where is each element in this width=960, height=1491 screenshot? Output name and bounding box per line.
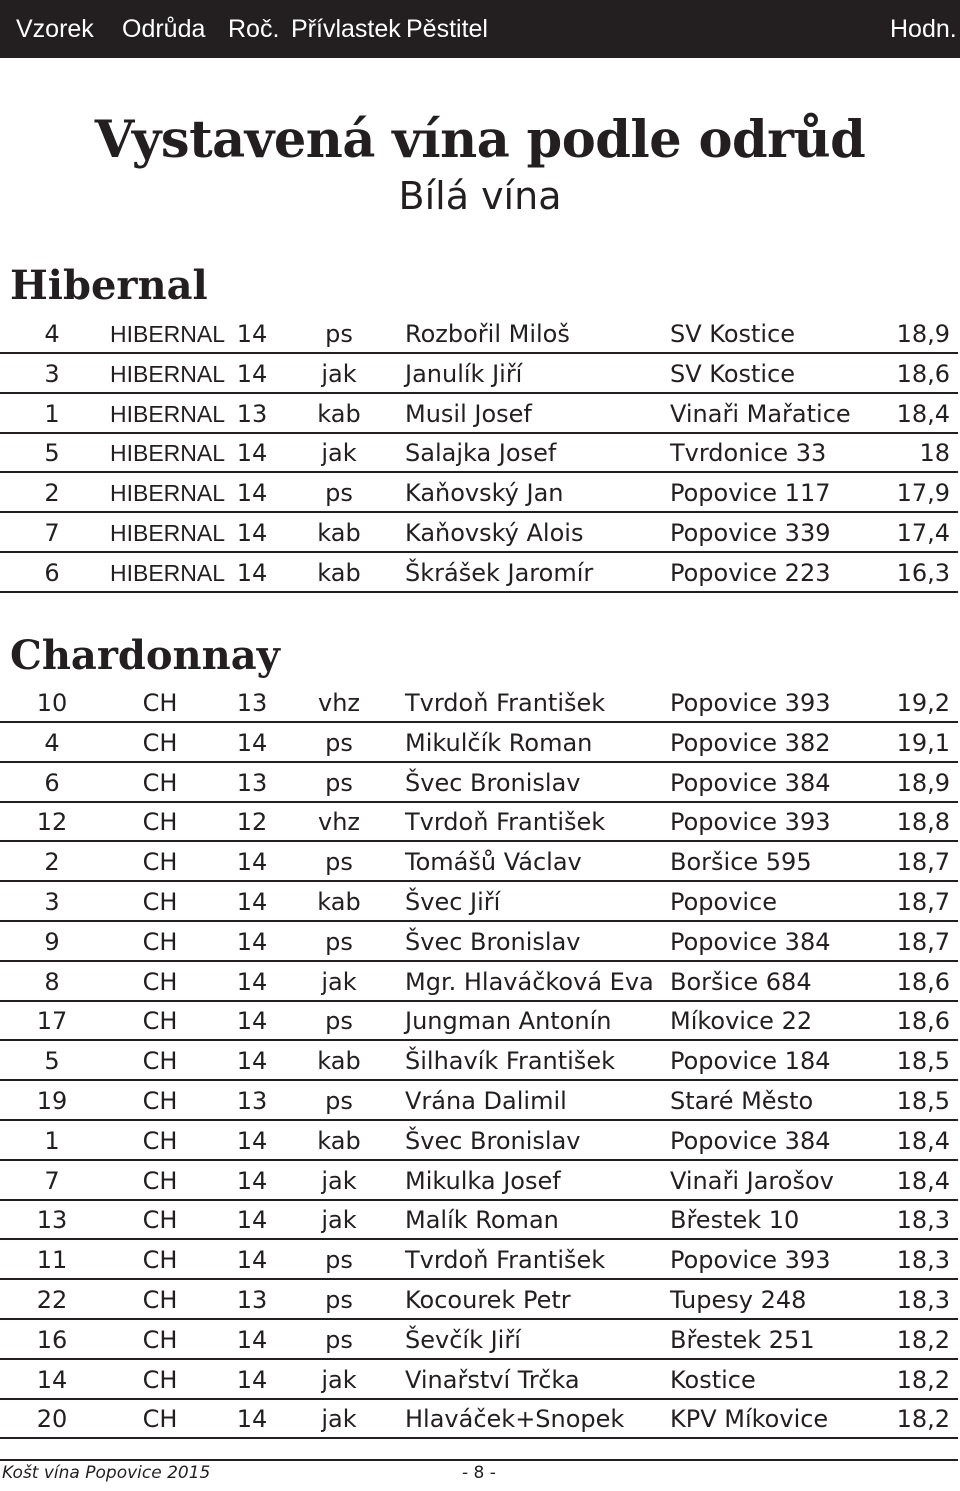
sample-number-cell: 2 <box>44 479 60 507</box>
grower-name-cell: Vinařství Trčka <box>405 1366 580 1394</box>
sample-number-cell: 5 <box>44 439 60 467</box>
grower-place-cell: Popovice 393 <box>670 808 831 836</box>
attribute-cell: ps <box>325 848 353 876</box>
score-cell: 16,3 <box>896 559 950 587</box>
sample-number-cell: 20 <box>36 1405 68 1433</box>
sample-number-cell: 13 <box>36 1206 68 1234</box>
sample-number-cell: 8 <box>44 968 60 996</box>
grower-place-cell: Popovice 223 <box>670 559 831 587</box>
table-row <box>0 473 958 513</box>
score-cell: 18,5 <box>896 1087 950 1115</box>
sample-number-cell: 1 <box>44 1127 60 1155</box>
sample-number-cell: 7 <box>44 519 60 547</box>
vintage-year-cell: 14 <box>236 928 268 956</box>
vintage-year-cell: 14 <box>236 1366 268 1394</box>
grower-name-cell: Mikulčík Roman <box>405 729 593 757</box>
variety-cell: CH <box>142 1127 178 1155</box>
score-cell: 18,3 <box>896 1206 950 1234</box>
grower-place-cell: Tvrdonice 33 <box>670 439 827 467</box>
grower-name-cell: Hlaváček+Snopek <box>405 1405 625 1433</box>
footer-divider <box>0 1459 958 1461</box>
section-title-hibernal: Hibernal <box>10 262 208 309</box>
table-row <box>0 1161 958 1201</box>
grower-place-cell: Popovice 384 <box>670 769 831 797</box>
grower-name-cell: Musil Josef <box>405 400 532 428</box>
vintage-year-cell: 14 <box>236 1047 268 1075</box>
sample-number-cell: 12 <box>36 808 68 836</box>
grower-name-cell: Tvrdoň František <box>405 808 606 836</box>
table-row <box>0 314 958 354</box>
sample-number-cell: 3 <box>44 888 60 916</box>
score-cell: 18,2 <box>896 1326 950 1354</box>
grower-place-cell: Popovice 184 <box>670 1047 831 1075</box>
grower-place-cell: Břestek 10 <box>670 1206 800 1234</box>
variety-cell: HIBERNAL <box>110 480 226 506</box>
score-cell: 18,4 <box>896 1167 950 1195</box>
grower-place-cell: Staré Město <box>670 1087 814 1115</box>
sample-number-cell: 5 <box>44 1047 60 1075</box>
attribute-cell: jak <box>321 360 357 388</box>
grower-place-cell: Boršice 684 <box>670 968 812 996</box>
sample-number-cell: 6 <box>44 769 60 797</box>
grower-name-cell: Švec Jiří <box>405 888 501 916</box>
footer-event: Košt vína Popovice 2015 <box>2 1463 211 1483</box>
variety-cell: CH <box>142 928 178 956</box>
score-cell: 18,7 <box>896 928 950 956</box>
score-cell: 18,6 <box>896 360 950 388</box>
vintage-year-cell: 14 <box>236 1206 268 1234</box>
vintage-year-cell: 14 <box>236 559 268 587</box>
score-cell: 18,5 <box>896 1047 950 1075</box>
grower-place-cell: Kostice <box>670 1366 756 1394</box>
table-row <box>0 1320 958 1360</box>
grower-name-cell: Tvrdoň František <box>405 1246 606 1274</box>
variety-cell: CH <box>142 689 178 717</box>
sample-number-cell: 2 <box>44 848 60 876</box>
vintage-year-cell: 13 <box>236 1087 268 1115</box>
attribute-cell: ps <box>325 1326 353 1354</box>
variety-cell: CH <box>142 888 178 916</box>
variety-cell: CH <box>142 1047 178 1075</box>
grower-place-cell: KPV Míkovice <box>670 1405 829 1433</box>
grower-name-cell: Šilhavík František <box>405 1047 615 1075</box>
vintage-year-cell: 14 <box>236 1007 268 1035</box>
sample-number-cell: 22 <box>36 1286 68 1314</box>
score-cell: 17,9 <box>896 479 950 507</box>
variety-cell: CH <box>142 1405 178 1433</box>
table-row <box>0 723 958 763</box>
sample-number-cell: 1 <box>44 400 60 428</box>
grower-name-cell: Ševčík Jiří <box>405 1326 521 1354</box>
attribute-cell: ps <box>325 769 353 797</box>
table-row <box>0 1001 958 1041</box>
table-row <box>0 1280 958 1320</box>
header-sample: Vzorek <box>16 15 94 43</box>
variety-cell: CH <box>142 968 178 996</box>
grower-place-cell: Popovice 339 <box>670 519 831 547</box>
attribute-cell: jak <box>321 1405 357 1433</box>
table-row <box>0 683 958 723</box>
vintage-year-cell: 14 <box>236 1405 268 1433</box>
score-cell: 19,1 <box>896 729 950 757</box>
attribute-cell: ps <box>325 1286 353 1314</box>
table-row <box>0 1081 958 1121</box>
sample-number-cell: 11 <box>36 1246 68 1274</box>
attribute-cell: kab <box>317 1047 361 1075</box>
score-cell: 18,4 <box>896 400 950 428</box>
grower-place-cell: Vinaři Jarošov <box>670 1167 834 1195</box>
sample-number-cell: 7 <box>44 1167 60 1195</box>
vintage-year-cell: 13 <box>236 769 268 797</box>
score-cell: 18,4 <box>896 1127 950 1155</box>
variety-cell: CH <box>142 1366 178 1394</box>
attribute-cell: ps <box>325 729 353 757</box>
variety-cell: CH <box>142 1286 178 1314</box>
attribute-cell: kab <box>317 888 361 916</box>
grower-place-cell: Popovice 117 <box>670 479 831 507</box>
sample-number-cell: 4 <box>44 320 60 348</box>
attribute-cell: kab <box>317 519 361 547</box>
table-row <box>0 1240 958 1280</box>
table-row <box>0 882 958 922</box>
vintage-year-cell: 14 <box>236 439 268 467</box>
footer-page-number: - 8 - <box>462 1463 496 1483</box>
attribute-cell: jak <box>321 1167 357 1195</box>
vintage-year-cell: 14 <box>236 1246 268 1274</box>
attribute-cell: jak <box>321 1366 357 1394</box>
table-row <box>0 962 958 1002</box>
grower-name-cell: Mikulka Josef <box>405 1167 561 1195</box>
section-title-chardonnay: Chardonnay <box>10 632 280 679</box>
variety-cell: HIBERNAL <box>110 321 226 347</box>
vintage-year-cell: 14 <box>236 1167 268 1195</box>
grower-name-cell: Salajka Josef <box>405 439 557 467</box>
grower-place-cell: Popovice 384 <box>670 1127 831 1155</box>
grower-place-cell: Popovice 393 <box>670 689 831 717</box>
vintage-year-cell: 14 <box>236 479 268 507</box>
grower-place-cell: Boršice 595 <box>670 848 812 876</box>
vintage-year-cell: 14 <box>236 1127 268 1155</box>
grower-name-cell: Kaňovský Alois <box>405 519 584 547</box>
attribute-cell: kab <box>317 1127 361 1155</box>
sample-number-cell: 9 <box>44 928 60 956</box>
score-cell: 18,6 <box>896 968 950 996</box>
variety-cell: CH <box>142 848 178 876</box>
score-cell: 19,2 <box>896 689 950 717</box>
header-year: Roč. <box>228 15 280 43</box>
grower-name-cell: Malík Roman <box>405 1206 559 1234</box>
table-row <box>0 763 958 803</box>
vintage-year-cell: 12 <box>236 808 268 836</box>
page-title: Vystavená vína podle odrůd <box>94 110 866 170</box>
vintage-year-cell: 14 <box>236 320 268 348</box>
vintage-year-cell: 14 <box>236 848 268 876</box>
grower-name-cell: Jungman Antonín <box>405 1007 612 1035</box>
attribute-cell: vhz <box>317 689 360 717</box>
grower-place-cell: Břestek 251 <box>670 1326 815 1354</box>
score-cell: 18,3 <box>896 1246 950 1274</box>
grower-place-cell: Popovice 393 <box>670 1246 831 1274</box>
attribute-cell: kab <box>317 559 361 587</box>
score-cell: 18,6 <box>896 1007 950 1035</box>
grower-name-cell: Kaňovský Jan <box>405 479 564 507</box>
grower-place-cell: Míkovice 22 <box>670 1007 813 1035</box>
grower-name-cell: Janulík Jiří <box>405 360 523 388</box>
grower-place-cell: Vinaři Mařatice <box>670 400 851 428</box>
table-row <box>0 553 958 593</box>
variety-cell: CH <box>142 1167 178 1195</box>
grower-name-cell: Škrášek Jaromír <box>405 559 594 587</box>
vintage-year-cell: 14 <box>236 729 268 757</box>
sample-number-cell: 6 <box>44 559 60 587</box>
header-score: Hodn. <box>890 15 957 43</box>
vintage-year-cell: 13 <box>236 689 268 717</box>
page-subtitle: Bílá vína <box>398 174 562 218</box>
vintage-year-cell: 14 <box>236 968 268 996</box>
grower-place-cell: Popovice 382 <box>670 729 831 757</box>
attribute-cell: ps <box>325 928 353 956</box>
vintage-year-cell: 13 <box>236 400 268 428</box>
grower-name-cell: Švec Bronislav <box>405 1127 581 1155</box>
score-cell: 18,7 <box>896 848 950 876</box>
attribute-cell: ps <box>325 1087 353 1115</box>
header-variety: Odrůda <box>122 15 206 43</box>
variety-cell: HIBERNAL <box>110 560 226 586</box>
score-cell: 18,8 <box>896 808 950 836</box>
variety-cell: CH <box>142 1087 178 1115</box>
table-row <box>0 1399 958 1439</box>
grower-name-cell: Švec Bronislav <box>405 769 581 797</box>
attribute-cell: vhz <box>317 808 360 836</box>
sample-number-cell: 10 <box>36 689 68 717</box>
attribute-cell: ps <box>325 1007 353 1035</box>
grower-name-cell: Tomášů Václav <box>405 848 582 876</box>
column-header-bar <box>0 0 960 58</box>
vintage-year-cell: 14 <box>236 360 268 388</box>
variety-cell: CH <box>142 808 178 836</box>
variety-cell: HIBERNAL <box>110 520 226 546</box>
score-cell: 18,2 <box>896 1405 950 1433</box>
grower-place-cell: SV Kostice <box>670 320 796 348</box>
grower-name-cell: Tvrdoň František <box>405 689 606 717</box>
table-row <box>0 922 958 962</box>
table-row <box>0 802 958 842</box>
variety-cell: HIBERNAL <box>110 361 226 387</box>
table-row <box>0 1360 958 1400</box>
sample-number-cell: 14 <box>36 1366 68 1394</box>
grower-name-cell: Švec Bronislav <box>405 928 581 956</box>
variety-cell: CH <box>142 769 178 797</box>
score-cell: 18,7 <box>896 888 950 916</box>
table-row <box>0 1041 958 1081</box>
grower-place-cell: Popovice 384 <box>670 928 831 956</box>
grower-name-cell: Kocourek Petr <box>405 1286 571 1314</box>
variety-cell: CH <box>142 1206 178 1234</box>
vintage-year-cell: 14 <box>236 519 268 547</box>
variety-cell: CH <box>142 1246 178 1274</box>
variety-cell: CH <box>142 729 178 757</box>
attribute-cell: jak <box>321 1206 357 1234</box>
vintage-year-cell: 14 <box>236 888 268 916</box>
grower-place-cell: Popovice <box>670 888 778 916</box>
score-cell: 18,2 <box>896 1366 950 1394</box>
score-cell: 18,9 <box>896 320 950 348</box>
sample-number-cell: 17 <box>36 1007 68 1035</box>
table-row <box>0 394 958 434</box>
variety-cell: HIBERNAL <box>110 401 226 427</box>
attribute-cell: ps <box>325 479 353 507</box>
table-row <box>0 433 958 473</box>
header-grower: Pěstitel <box>406 15 488 43</box>
sample-number-cell: 4 <box>44 729 60 757</box>
table-row <box>0 513 958 553</box>
score-cell: 17,4 <box>896 519 950 547</box>
sample-number-cell: 16 <box>36 1326 68 1354</box>
attribute-cell: jak <box>321 439 357 467</box>
grower-name-cell: Rozbořil Miloš <box>405 320 570 348</box>
variety-cell: HIBERNAL <box>110 440 226 466</box>
attribute-cell: ps <box>325 320 353 348</box>
variety-cell: CH <box>142 1326 178 1354</box>
table-row <box>0 1200 958 1240</box>
vintage-year-cell: 13 <box>236 1286 268 1314</box>
variety-cell: CH <box>142 1007 178 1035</box>
grower-place-cell: SV Kostice <box>670 360 796 388</box>
sample-number-cell: 3 <box>44 360 60 388</box>
grower-place-cell: Tupesy 248 <box>670 1286 807 1314</box>
table-row <box>0 354 958 394</box>
sample-number-cell: 19 <box>36 1087 68 1115</box>
grower-name-cell: Mgr. Hlaváčková Eva <box>405 968 654 996</box>
grower-name-cell: Vrána Dalimil <box>405 1087 567 1115</box>
table-row <box>0 1121 958 1161</box>
score-cell: 18,3 <box>896 1286 950 1314</box>
header-attribute: Přívlastek <box>291 15 401 43</box>
score-cell: 18 <box>919 439 950 467</box>
score-cell: 18,9 <box>896 769 950 797</box>
attribute-cell: jak <box>321 968 357 996</box>
vintage-year-cell: 14 <box>236 1326 268 1354</box>
table-row <box>0 842 958 882</box>
attribute-cell: ps <box>325 1246 353 1274</box>
attribute-cell: kab <box>317 400 361 428</box>
